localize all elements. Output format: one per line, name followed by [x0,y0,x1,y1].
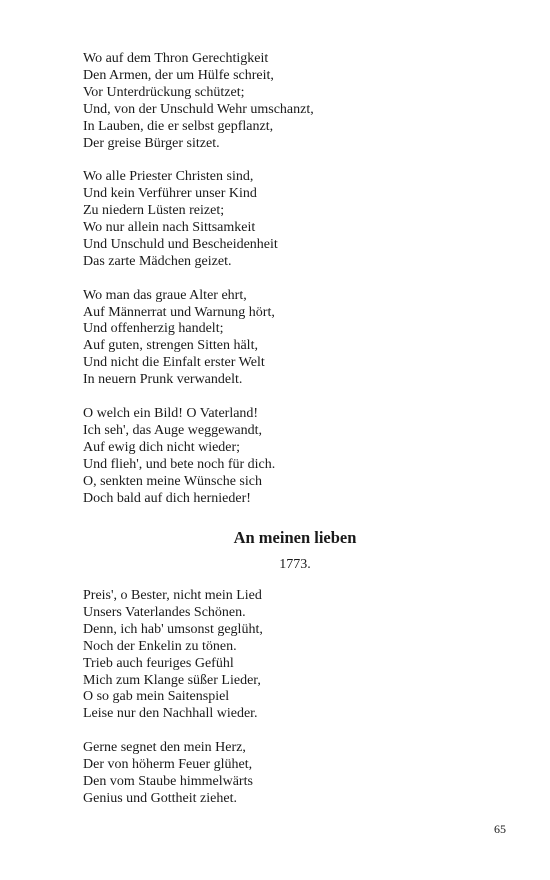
poem-continuation [83,51,503,507]
verse-line: Mich zum Klange süßer Lieder, [83,672,261,688]
stanza [83,740,503,808]
verse-line: Ich seh', das Auge weggewandt, [83,422,263,438]
verse-line: Wo nur allein nach Sittsamkeit [83,220,256,236]
poem-title: An meinen lieben [233,528,357,547]
stanza-gap [83,389,503,406]
verse-line: Auf Männerrat und Warnung hört, [83,304,275,320]
verse-line: Und kein Verführer unser Kind [83,186,257,202]
verse-line: O, senkten meine Wünsche sich [83,473,262,489]
verse-line: Zu niedern Lüsten reizet; [83,203,225,219]
page-number: 65 [494,822,506,836]
stanza [83,588,503,723]
verse-line: Noch der Enkelin zu tönen. [83,638,237,654]
verse-line: Unsers Vaterlandes Schönen. [83,604,246,620]
verse-line: Auf ewig dich nicht wieder; [83,439,241,455]
verse-line: Vor Unterdrückung schützet; [83,84,245,100]
verse-line: Denn, ich hab' umsonst geglüht, [83,621,263,637]
verse-line: Leise nur den Nachhall wieder. [83,706,258,722]
verse-line: Gerne segnet den mein Herz, [83,740,246,756]
verse-line: Und nicht die Einfalt erster Welt [83,355,265,371]
verse-line: Den Armen, der um Hülfe schreit, [83,67,274,83]
verse-line: Und flieh', und bete noch für dich. [83,456,276,472]
stanza-gap [83,271,503,288]
verse-line: Das zarte Mädchen geizet. [83,253,232,269]
verse-line: In Lauben, die er selbst gepflanzt, [83,118,274,134]
stanza [83,406,503,507]
verse-line: Wo man das graue Alter ehrt, [83,287,247,303]
verse-line: Wo auf dem Thron Gerechtigkeit [83,51,269,66]
verse-line: Auf guten, strengen Sitten hält, [83,338,258,354]
verse-line: Preis', o Bester, nicht mein Lied [83,588,262,603]
stanza-gap [83,723,503,740]
verse-line: Und, von der Unschuld Wehr umschanzt, [83,101,314,117]
verse-line: Doch bald auf dich hernieder! [83,490,251,506]
stanza [83,51,503,152]
verse-line: Und offenherzig handelt; [83,321,224,337]
verse-line: O welch ein Bild! O Vaterland! [83,405,259,421]
verse-line: Der greise Bürger sitzet. [83,135,220,151]
verse-line: Der von höherm Feuer glühet, [83,757,253,773]
verse-line: Und Unschuld und Bescheidenheit [83,236,278,252]
verse-line: Wo alle Priester Christen sind, [83,169,254,185]
stanza [83,169,503,270]
verse-line: O so gab mein Saitenspiel [83,689,230,705]
verse-line: In neuern Prunk verwandelt. [83,372,243,388]
verse-line: Den vom Staube himmelwärts [83,773,253,789]
poem-year: 1773. [279,557,311,572]
stanza [83,288,503,389]
stanza-gap [83,152,503,169]
verse-line: Trieb auch feuriges Gefühl [83,655,234,671]
poem-body [83,588,503,808]
verse-line: Genius und Gottheit ziehet. [83,790,237,806]
